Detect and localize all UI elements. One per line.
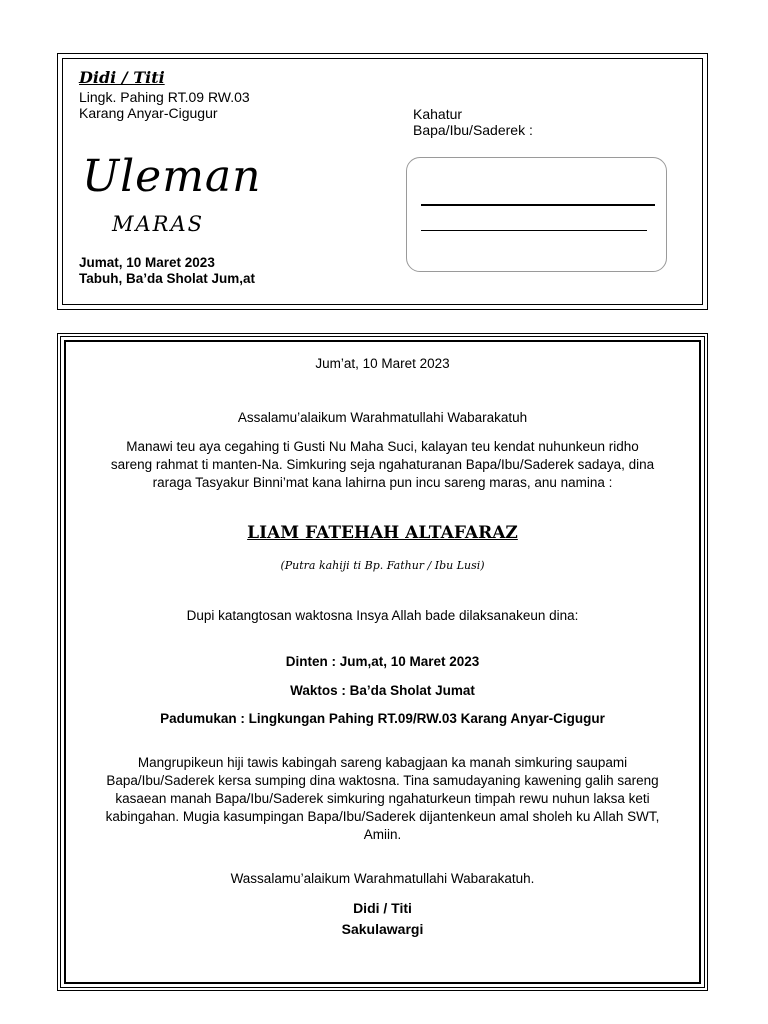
sender-address-line-1: Lingk. Pahing RT.09 RW.03	[79, 89, 250, 105]
letter-farewell: Wassalamu’alaikum Warahmatullahi Wabarakatuh.	[230, 871, 535, 886]
schedule-intro: Dupi katangtosan waktosna Insya Allah bade dilaksanakeun dina:	[186, 608, 579, 623]
child-name: LIAM FATEHAH ALTAFARAZ	[247, 523, 518, 543]
letter-closing	[80, 754, 685, 844]
signature-name: Didi / Titi	[353, 900, 412, 916]
closing-line: Mangrupikeun hiji tawis kabingah sareng kabagjaan ka manah simkuring saupami	[137, 755, 628, 770]
envelope-inner-frame	[62, 58, 703, 305]
invitation-subtitle: MARAS	[112, 212, 205, 236]
recipient-name-line	[421, 204, 655, 206]
event-time: Tabuh, Ba’da Sholat Jum,at	[79, 271, 256, 286]
closing-line: kabingahan. Mugia kasumpingan Bapa/Ibu/Saderek dijantenkeun amal sholeh ku Allah SWT,	[105, 809, 660, 824]
letter-date: Jum’at, 10 Maret 2023	[315, 356, 450, 371]
signature-family: Sakulawargi	[341, 921, 424, 937]
letter-greeting: Assalamu’alaikum Warahmatullahi Wabarakatuh	[237, 410, 528, 425]
envelope-card	[57, 53, 708, 310]
recipient-address-box	[406, 157, 667, 272]
sender-name: Didi / Titi	[79, 68, 165, 87]
recipient-address-line	[421, 230, 647, 231]
detail-day: Dinten : Jum,at, 10 Maret 2023	[285, 654, 480, 669]
intro-line: Manawi teu aya cegahing ti Gusti Nu Maha Suci, kalayan teu kendat nuhunkeun ridho	[126, 439, 639, 454]
recipient-label-2: Bapa/Ibu/Saderek :	[413, 122, 533, 138]
letter-inner-frame	[64, 340, 701, 984]
detail-place: Padumukan : Lingkungan Pahing RT.09/RW.03 Karang Anyar-Cigugur	[160, 711, 605, 726]
letter-intro	[80, 438, 685, 492]
intro-line: raraga Tasyakur Binni’mat kana lahirna pun incu sareng maras, anu namina :	[152, 475, 613, 490]
closing-line: Bapa/Ibu/Saderek kersa sumping dina waktosna. Tina samudayaning kawening galih sareng	[106, 773, 659, 788]
child-parents: (Putra kahiji ti Bp. Fathur / Ibu Lusi)	[280, 559, 485, 572]
sender-address-line-2: Karang Anyar-Cigugur	[79, 105, 218, 121]
intro-line: sareng rahmat ti manten-Na. Simkuring seja ngahaturanan Bapa/Ibu/Saderek sadaya, dina	[110, 457, 655, 472]
letter-card	[57, 333, 708, 991]
closing-line: kasaean manah Bapa/Ibu/Saderek simkuring ngahaturkeun timpah rewu nuhun laksa keti	[115, 791, 650, 806]
detail-time: Waktos : Ba’da Sholat Jumat	[290, 683, 475, 698]
recipient-label-1: Kahatur	[413, 106, 463, 122]
invitation-title: Uleman	[82, 151, 262, 202]
closing-line: Amiin.	[363, 827, 402, 842]
event-date: Jumat, 10 Maret 2023	[79, 255, 215, 270]
